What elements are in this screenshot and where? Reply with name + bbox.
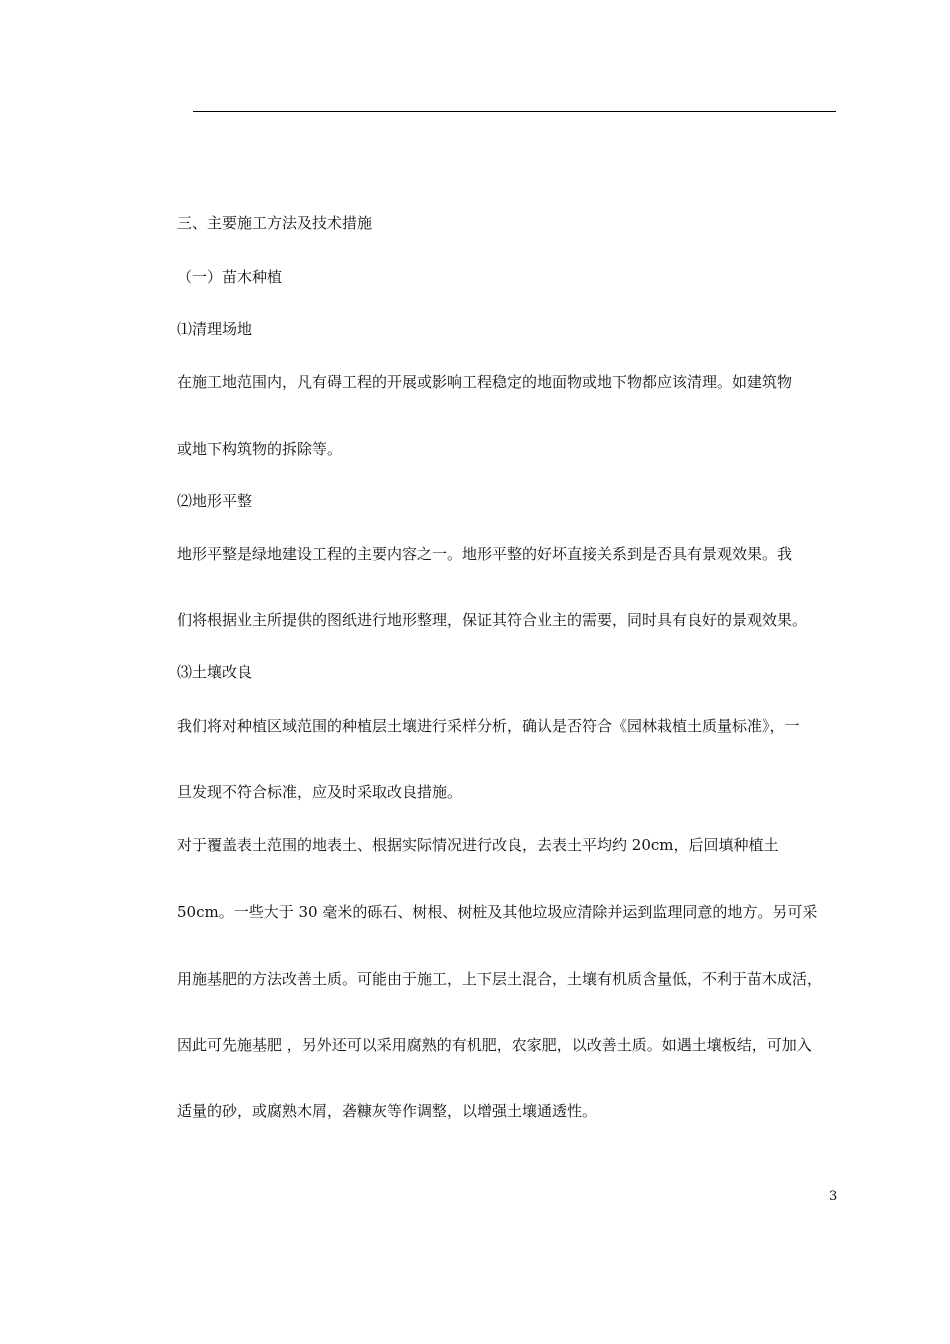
paragraph-line: 50cm。一些大于 30 毫米的砾石、树根、树桩及其他垃圾应清除并运到监理同意的地方。另可采 (177, 903, 818, 921)
item-title-clear-site: ⑴清理场地 (177, 320, 253, 338)
paragraph-line: 或地下构筑物的拆除等。 (177, 440, 343, 458)
paragraph-line: 我们将对种植区域范围的种植层土壤进行采样分析，确认是否符合《园林栽植土质量标准》，一 (177, 717, 800, 735)
paragraph-line: 们将根据业主所提供的图纸进行地形整理，保证其符合业主的需要，同时具有良好的景观效果。 (177, 611, 808, 629)
paragraph-line: 适量的砂，或腐熟木屑，砻糠灰等作调整，以增强土壤通透性。 (177, 1102, 598, 1120)
paragraph-line: 地形平整是绿地建设工程的主要内容之一。地形平整的好坏直接关系到是否具有景观效果。我 (177, 545, 793, 563)
paragraph-line: 用施基肥的方法改善土质。可能由于施工，上下层土混合，土壤有机质含量低，不利于苗木成活， (177, 970, 823, 988)
section-heading: 三、主要施工方法及技术措施 (177, 214, 373, 232)
paragraph-line: 在施工地范围内，凡有碍工程的开展或影响工程稳定的地面物或地下物都应该清理。如建筑物 (177, 373, 793, 391)
paragraph-line: 旦发现不符合标准，应及时采取改良措施。 (177, 783, 463, 801)
paragraph-line: 因此可先施基肥 ，另外还可以采用腐熟的有机肥，农家肥，以改善土质。如遇土壤板结，可加入 (177, 1036, 812, 1054)
page-number: 3 (829, 1189, 838, 1204)
header-rule (193, 111, 836, 112)
paragraph-line: 对于覆盖表土范围的地表土、根据实际情况进行改良，去表土平均约 20cm，后回填种植土 (177, 836, 779, 854)
item-title-soil-improvement: ⑶土壤改良 (177, 663, 253, 681)
subsection-heading: （一）苗木种植 (177, 268, 283, 286)
item-title-grading: ⑵地形平整 (177, 492, 253, 510)
